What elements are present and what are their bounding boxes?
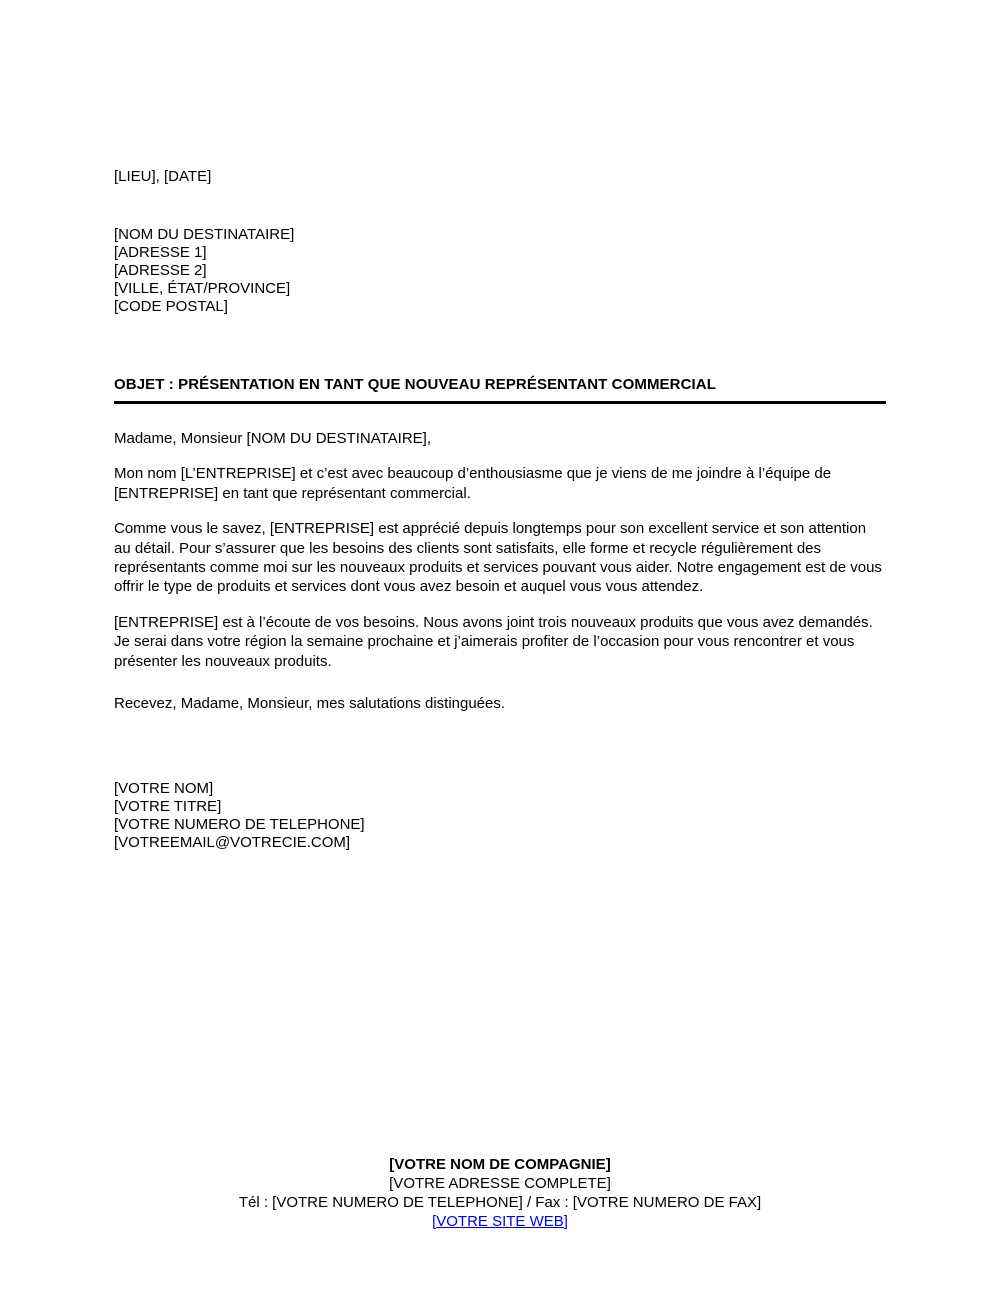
recipient-address-2: [ADRESSE 2]: [114, 262, 207, 279]
page-footer: [0, 1155, 1000, 1231]
closing-block: [114, 694, 886, 713]
date-block: [114, 168, 886, 186]
signature-phone: [VOTRE NUMERO DE TELEPHONE]: [114, 816, 365, 834]
place-date-line: [LIEU], [DATE]: [114, 168, 212, 185]
letter-body: [114, 429, 886, 671]
signature-name: [VOTRE NOM]: [114, 780, 214, 798]
body-paragraph-2: Comme vous le savez, [ENTREPRISE] est apprécié depuis longtemps pour son excellent service et son attention au détail. Pour s’assurer que les besoins des clients sont satisfaits, elle forme et recycle régulièrement des représentants comme moi sur les nouveaux produits et services pouvant vous aider. Notre engagement est de vous offrir le type de produits et services dont vous avez besoin et auquel vous vous attendez.: [114, 520, 882, 596]
body-paragraph-3: [ENTREPRISE] est à l’écoute de vos besoins. Nous avons joint trois nouveaux produits que vous avez demandés. Je serai dans votre région la semaine prochaine et j’aimerais profiter de l’occasion pour vous rencontrer et vous présenter les nouveaux produits.: [114, 613, 873, 670]
footer-address: [VOTRE ADRESSE COMPLETE]: [389, 1175, 611, 1192]
recipient-postal-code: [CODE POSTAL]: [114, 298, 228, 315]
subject-block: [114, 376, 886, 404]
footer-website-link[interactable]: [VOTRE SITE WEB]: [432, 1213, 568, 1230]
recipient-name: [NOM DU DESTINATAIRE]: [114, 226, 295, 243]
signature-email: [VOTREEMAIL@VOTRECIE.COM]: [114, 834, 351, 852]
salutation-line: Madame, Monsieur [NOM DU DESTINATAIRE],: [114, 430, 432, 447]
recipient-city-state: [VILLE, ÉTAT/PROVINCE]: [114, 280, 291, 297]
letter-content: [114, 168, 886, 852]
signature-block: [114, 780, 886, 852]
signature-title: [VOTRE TITRE]: [114, 798, 222, 816]
subject-line: OBJET : PRÉSENTATION EN TANT QUE NOUVEAU REPRÉSENTANT COMMERCIAL: [114, 376, 716, 393]
recipient-address-block: [114, 226, 886, 316]
recipient-address-1: [ADRESSE 1]: [114, 244, 207, 261]
body-paragraph-1: Mon nom [L’ENTREPRISE] et c’est avec beaucoup d’enthousiasme que je viens de me joindre à l’équipe de [ENTREPRISE] en tant que représentant commercial.: [114, 465, 832, 502]
subject-divider-rule: [114, 401, 886, 404]
closing-line: Recevez, Madame, Monsieur, mes salutations distinguées.: [114, 695, 506, 713]
footer-contact: Tél : [VOTRE NUMERO DE TELEPHONE] / Fax : [VOTRE NUMERO DE FAX]: [238, 1194, 762, 1211]
footer-company-name: [VOTRE NOM DE COMPAGNIE]: [389, 1156, 611, 1173]
